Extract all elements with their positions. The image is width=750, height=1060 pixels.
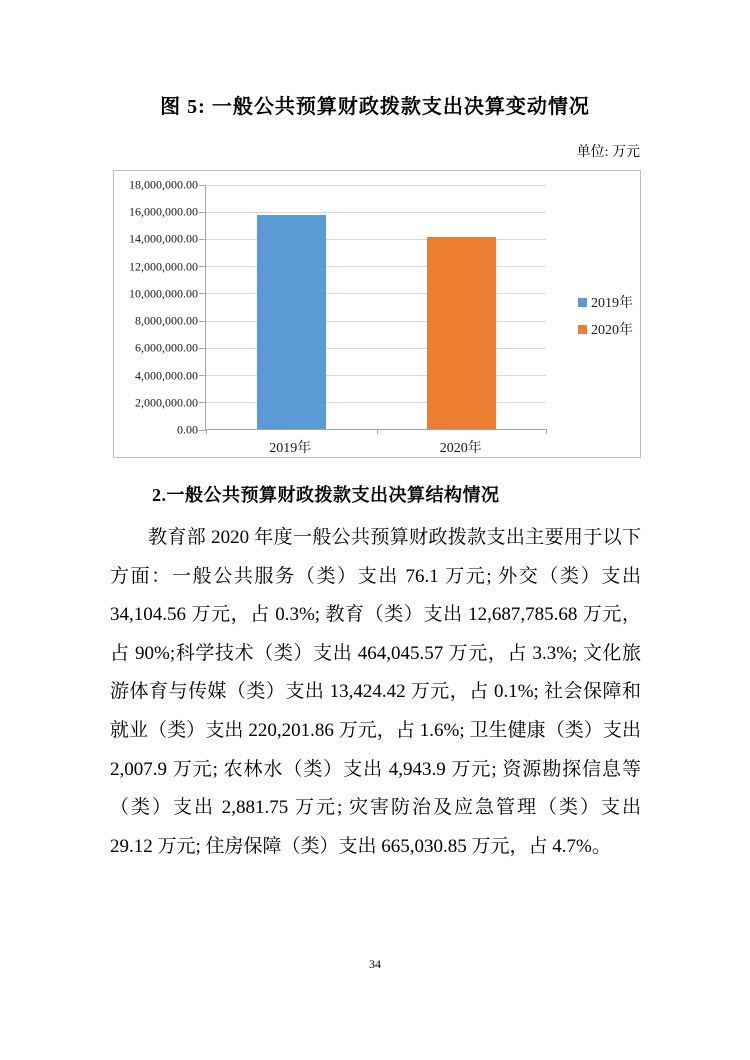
figure-title: 图 5: 一般公共预算财政拨款支出决算变动情况 [160, 96, 590, 118]
x-axis-tick [206, 429, 207, 434]
y-axis-tick [199, 402, 206, 403]
y-axis-tick [199, 212, 206, 213]
y-axis-tick [199, 430, 206, 431]
y-axis-tick-label: 2,000,000.00 [135, 395, 198, 410]
bar-chart [113, 170, 641, 458]
legend-item [578, 292, 633, 312]
y-axis-tick-label: 4,000,000.00 [135, 368, 198, 383]
page-number: 34 [369, 957, 381, 971]
bar-2020年 [427, 237, 496, 429]
bar-2019年 [257, 215, 326, 429]
y-axis-tick [199, 266, 206, 267]
plot-area [205, 185, 546, 430]
x-axis-tick [546, 429, 547, 434]
y-axis-tick-label: 6,000,000.00 [135, 340, 198, 355]
y-axis-tick-label: 8,000,000.00 [135, 313, 198, 328]
y-axis-tick-label: 10,000,000.00 [129, 286, 198, 301]
legend-label: 2019年 [591, 296, 633, 311]
y-axis-tick-label: 14,000,000.00 [129, 231, 198, 246]
legend-label: 2020年 [591, 323, 633, 338]
y-axis-tick-label: 16,000,000.00 [129, 204, 198, 219]
y-axis-tick [199, 239, 206, 240]
y-axis-tick [199, 321, 206, 322]
y-axis-tick [199, 293, 206, 294]
section-heading: 2.一般公共预算财政拨款支出决算结构情况 [152, 485, 500, 505]
y-axis-tick-label: 12,000,000.00 [129, 259, 198, 274]
y-axis-tick-label: 18,000,000.00 [129, 177, 198, 192]
category-label: 2019年 [269, 441, 312, 456]
x-axis-tick [377, 429, 378, 434]
legend-swatch-icon [578, 298, 587, 307]
gridline [206, 212, 546, 213]
unit-label: 单位: 万元 [576, 145, 640, 160]
y-axis-tick [199, 375, 206, 376]
legend-swatch-icon [578, 325, 587, 334]
y-axis-labels [114, 171, 198, 457]
y-axis-tick-label: 0.00 [177, 422, 198, 437]
y-axis-tick [199, 348, 206, 349]
chart-legend [578, 292, 633, 346]
gridline [206, 185, 546, 186]
body-paragraph: 教育部 2020 年度一般公共预算财政拨款支出主要用于以下方面：一般公共服务（类）支出 76.1 万元; 外交（类）支出 34,104.56 万元，占 0.3%; 教育（类）支出 12,687,785.68 万元，占 90%;科学技术（类）支出 464,045.57 万元，占 3.3%; 文化旅游体育与传媒（类）支出 13,424.42 万元，占 0.1%; 社会保障和就业（类）支出 220,201.86 万元，占 1.6%; 卫生健康（类）支出 2,007.9 万元; 农林水（类）支出 4,943.9 万元; 资源勘探信息等（类）支出 2,881.75 万元; 灾害防治及应急管理（类）支出 29.12 万元; 住房保障（类）支出 665,030.85 万元，占 4.7%。 [110, 527, 641, 857]
y-axis-tick [199, 185, 206, 186]
category-label: 2020年 [439, 441, 482, 456]
legend-item [578, 319, 633, 339]
